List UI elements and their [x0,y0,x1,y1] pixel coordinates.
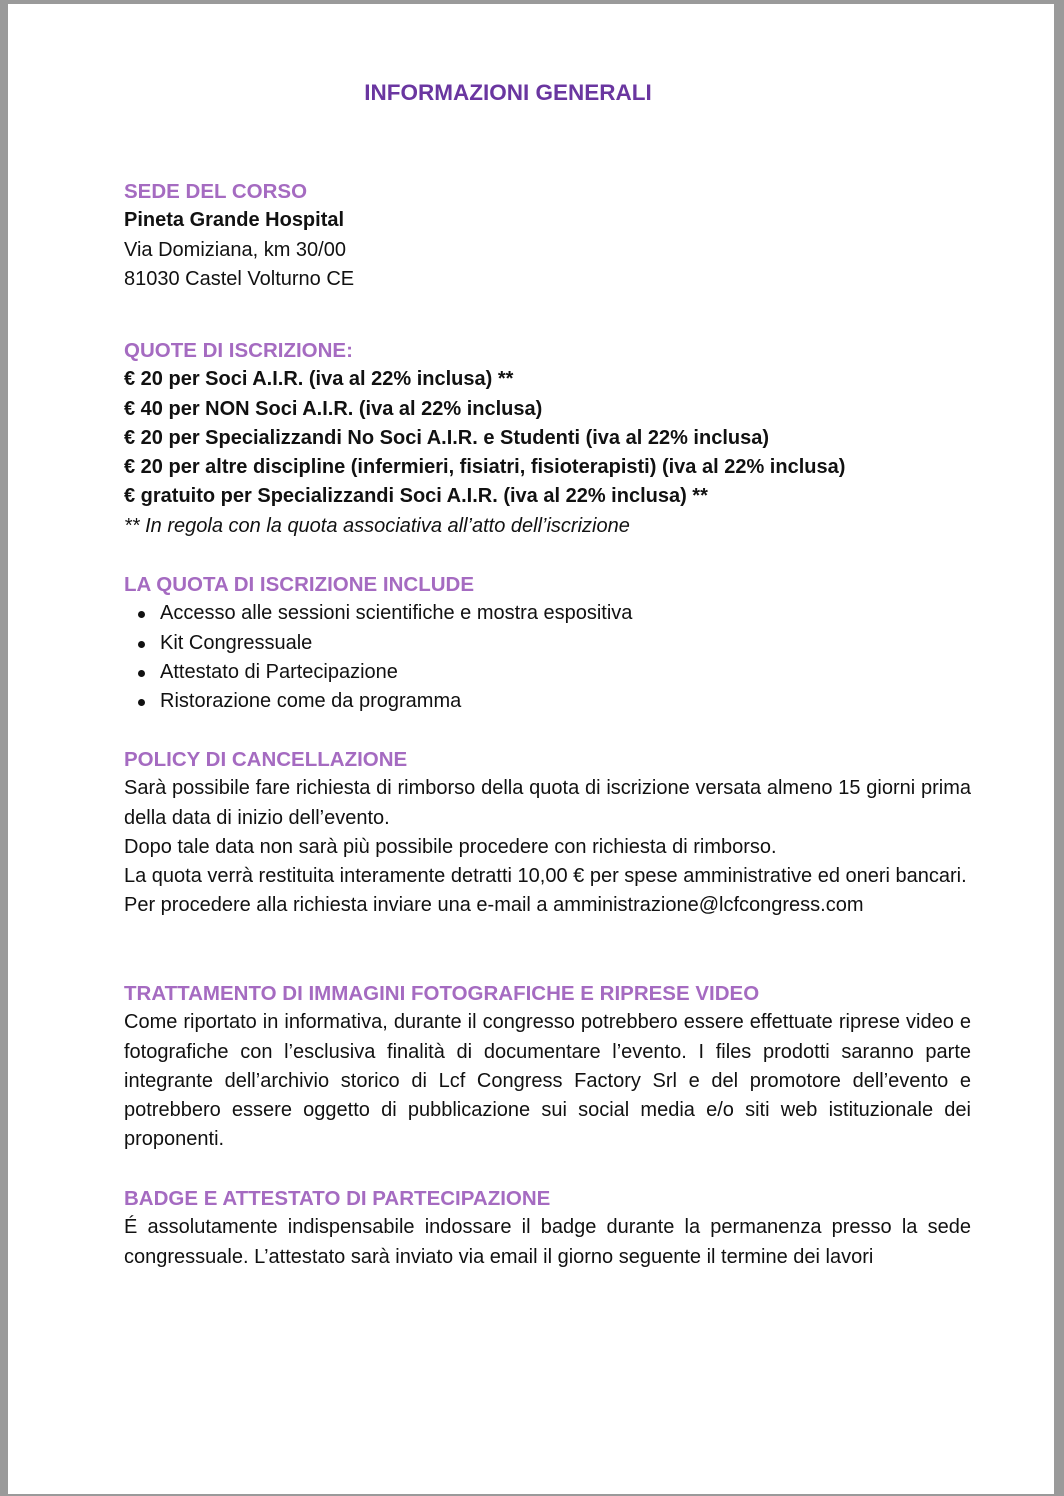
policy-paragraph: Dopo tale data non sarà più possibile procedere con richiesta di rimborso. [124,835,777,858]
fee-item: € 40 per NON Soci A.I.R. (iva al 22% inclusa) [124,397,543,420]
list-item: Ristorazione come da programma [124,687,971,716]
venue-address-line2: 81030 Castel Volturno CE [124,267,355,290]
venue-name: Pineta Grande Hospital [124,209,345,232]
section-quote [124,336,971,541]
section-trattamento [124,979,971,1155]
fee-item: € 20 per altre discipline (infermieri, fisiatri, fisioterapisti) (iva al 22% inclusa) [124,456,846,479]
section-heading: LA QUOTA DI ISCRIZIONE INCLUDE [124,573,475,596]
section-heading: TRATTAMENTO DI IMMAGINI FOTOGRAFICHE E RIPRESE VIDEO [124,982,760,1005]
fee-item: € 20 per Soci A.I.R. (iva al 22% inclusa) ** [124,368,514,391]
section-heading: SEDE DEL CORSO [124,180,308,203]
section-heading: QUOTE DI ISCRIZIONE: [124,339,353,362]
section-policy [124,745,971,921]
fee-item: € 20 per Specializzandi No Soci A.I.R. e Studenti (iva al 22% inclusa) [124,426,770,449]
badge-paragraph: É assolutamente indispensabile indossare il badge durante la permanenza presso la sede congressuale. L’attestato sarà inviato via email il giorno seguente il termine dei lavori [124,1216,971,1268]
fee-note: ** In regola con la quota associativa all’atto dell’iscrizione [124,514,630,537]
section-badge [124,1184,971,1272]
policy-paragraph: La quota verrà restituita interamente detratti 10,00 € per spese amministrative ed oneri bancari. [124,865,967,888]
venue-address-line1: Via Domiziana, km 30/00 [124,238,346,261]
list-item: Kit Congressuale [124,629,971,658]
list-item: Accesso alle sessioni scientifiche e mostra espositiva [124,599,971,628]
section-heading: BADGE E ATTESTATO DI PARTECIPAZIONE [124,1187,551,1210]
page-title: INFORMAZIONI GENERALI [364,80,652,105]
fee-item: € gratuito per Specializzandi Soci A.I.R. (iva al 22% inclusa) ** [124,485,708,508]
list-item: Attestato di Partecipazione [124,658,971,687]
policy-paragraph: Sarà possibile fare richiesta di rimborso della quota di iscrizione versata almeno 15 giorni prima della data di inizio dell’evento. [124,777,971,829]
include-list [124,599,971,716]
section-include [124,570,971,716]
section-heading: POLICY DI CANCELLAZIONE [124,748,408,771]
trattamento-paragraph: Come riportato in informativa, durante il congresso potrebbero essere effettuate riprese video e fotografiche con l’esclusiva finalità di documentare l’evento. I files prodotti saranno parte integrante dell’archivio storico di Lcf Congress Factory Srl e del promotore dell’evento e potrebbero essere oggetto di pubblicazione sui social media e/o siti web istituzionale dei proponenti. [124,1011,971,1151]
policy-paragraph: Per procedere alla richiesta inviare una e-mail a amministrazione@lcfcongress.com [124,894,864,917]
section-sede [124,177,971,294]
document-page [8,4,1054,1494]
